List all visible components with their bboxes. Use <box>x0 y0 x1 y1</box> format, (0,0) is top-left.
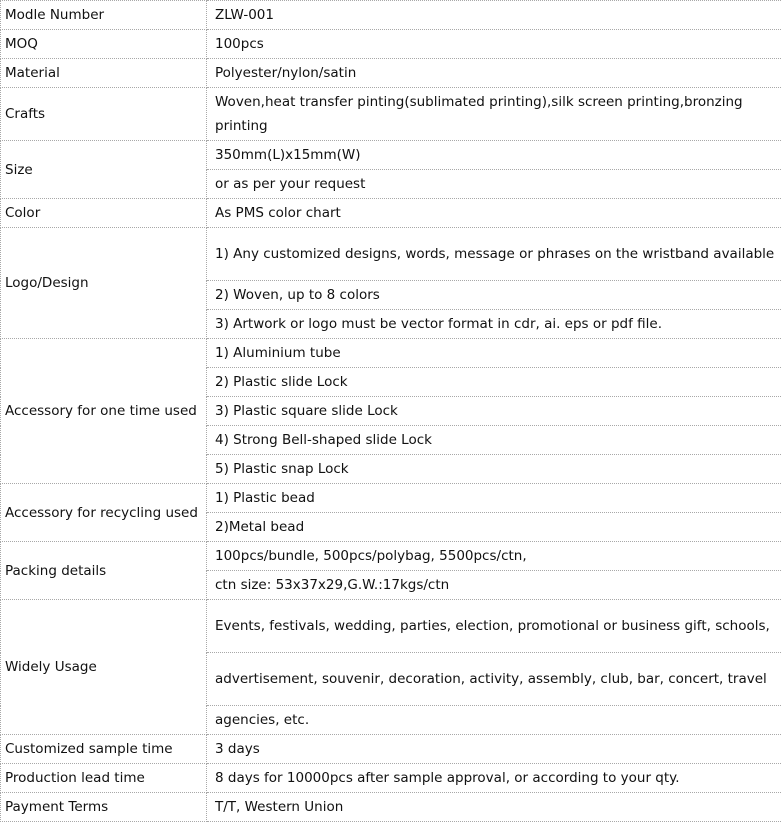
table-row <box>1 141 782 170</box>
table-row <box>1 764 782 793</box>
spec-label-lead-time: Production lead time <box>1 764 207 793</box>
spec-value-accessory-recycling-2: 2)Metal bead <box>207 513 782 542</box>
spec-value-size-2: or as per your request <box>207 170 782 199</box>
spec-value-logo-design-1: 1) Any customized designs, words, message or phrases on the wristband available <box>207 228 782 281</box>
spec-value-model-number: ZLW-001 <box>207 1 782 30</box>
table-row <box>1 228 782 281</box>
table-row <box>1 339 782 368</box>
spec-value-color: As PMS color chart <box>207 199 782 228</box>
spec-value-crafts: Woven,heat transfer pinting(sublimated printing),silk screen printing,bronzing printing <box>207 88 782 141</box>
table-row <box>1 199 782 228</box>
spec-label-size: Size <box>1 141 207 199</box>
spec-value-size-1: 350mm(L)x15mm(W) <box>207 141 782 170</box>
spec-label-color: Color <box>1 199 207 228</box>
spec-label-payment-terms: Payment Terms <box>1 793 207 822</box>
spec-value-accessory-one-time-5: 5) Plastic snap Lock <box>207 455 782 484</box>
spec-value-accessory-recycling-1: 1) Plastic bead <box>207 484 782 513</box>
spec-label-sample-time: Customized sample time <box>1 735 207 764</box>
spec-value-moq: 100pcs <box>207 30 782 59</box>
spec-label-logo-design: Logo/Design <box>1 228 207 339</box>
spec-value-accessory-one-time-4: 4) Strong Bell-shaped slide Lock <box>207 426 782 455</box>
table-row <box>1 59 782 88</box>
table-row <box>1 484 782 513</box>
spec-label-accessory-recycling: Accessory for recycling used <box>1 484 207 542</box>
table-row <box>1 1 782 30</box>
spec-value-sample-time: 3 days <box>207 735 782 764</box>
spec-label-model-number: Modle Number <box>1 1 207 30</box>
spec-label-widely-usage: Widely Usage <box>1 600 207 735</box>
spec-value-material: Polyester/nylon/satin <box>207 59 782 88</box>
spec-value-widely-usage-1: Events, festivals, wedding, parties, election, promotional or business gift, schools, <box>207 600 782 653</box>
spec-value-lead-time: 8 days for 10000pcs after sample approval, or according to your qty. <box>207 764 782 793</box>
spec-value-packing-details-1: 100pcs/bundle, 500pcs/polybag, 5500pcs/ctn, <box>207 542 782 571</box>
spec-value-logo-design-3: 3) Artwork or logo must be vector format in cdr, ai. eps or pdf file. <box>207 310 782 339</box>
spec-label-material: Material <box>1 59 207 88</box>
spec-label-accessory-one-time: Accessory for one time used <box>1 339 207 484</box>
spec-value-logo-design-2: 2) Woven, up to 8 colors <box>207 281 782 310</box>
spec-value-accessory-one-time-1: 1) Aluminium tube <box>207 339 782 368</box>
table-row <box>1 600 782 653</box>
spec-label-moq: MOQ <box>1 30 207 59</box>
spec-value-packing-details-2: ctn size: 53x37x29,G.W.:17kgs/ctn <box>207 571 782 600</box>
table-row <box>1 542 782 571</box>
spec-label-crafts: Crafts <box>1 88 207 141</box>
table-row <box>1 793 782 822</box>
spec-value-widely-usage-2: advertisement, souvenir, decoration, activity, assembly, club, bar, concert, travel <box>207 653 782 706</box>
spec-value-accessory-one-time-3: 3) Plastic square slide Lock <box>207 397 782 426</box>
table-row <box>1 735 782 764</box>
spec-value-payment-terms: T/T, Western Union <box>207 793 782 822</box>
spec-value-widely-usage-3: agencies, etc. <box>207 706 782 735</box>
table-row <box>1 30 782 59</box>
spec-label-packing-details: Packing details <box>1 542 207 600</box>
table-row <box>1 88 782 141</box>
spec-value-accessory-one-time-2: 2) Plastic slide Lock <box>207 368 782 397</box>
